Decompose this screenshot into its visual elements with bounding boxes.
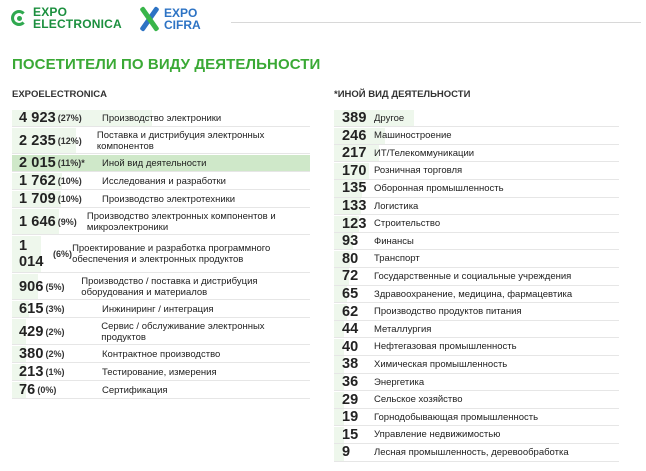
- item-value: 135: [342, 180, 367, 197]
- item-percent: (10%): [57, 194, 82, 204]
- item-label: Другое: [374, 112, 405, 124]
- list-item: [12, 173, 310, 190]
- list-item: [334, 233, 619, 250]
- item-label: Химическая промышленность: [374, 358, 508, 370]
- item-label: Поставка и дистрибуция электронных компонентов: [96, 129, 265, 152]
- list-item: [12, 128, 310, 154]
- list-item: [12, 209, 310, 235]
- item-value: 133: [342, 198, 367, 215]
- item-percent: (27%): [57, 113, 82, 123]
- list-item: [334, 180, 619, 197]
- item-value: 40: [342, 338, 359, 355]
- item-value: 36: [342, 374, 359, 391]
- item-percent: (6%): [53, 249, 73, 259]
- item-label: Производство электроники: [102, 112, 222, 124]
- value-cell: [12, 110, 102, 126]
- item-label: Финансы: [374, 235, 414, 247]
- list-item: [334, 145, 619, 162]
- item-label: Розничная торговля: [374, 165, 463, 177]
- expocifra-x-icon: [138, 6, 160, 32]
- list-item: [12, 346, 310, 363]
- logo1-line1: EXPO: [33, 5, 68, 19]
- item-value: 1 762: [19, 173, 56, 189]
- expocifra-logo: [138, 6, 201, 32]
- value-cell: [334, 251, 374, 267]
- expoelectronica-mark-icon: [10, 9, 28, 27]
- item-label: Транспорт: [374, 253, 420, 265]
- value-cell: [12, 191, 102, 207]
- item-label: Нефтегазовая промышленность: [374, 341, 517, 353]
- item-label: Здравоохранение, медицина, фармацевтика: [374, 288, 573, 300]
- item-value: 29: [342, 391, 359, 408]
- item-value: 389: [342, 110, 367, 127]
- list-item: [12, 364, 310, 381]
- item-label: Инжиниринг / интеграция: [102, 303, 214, 315]
- item-percent: (1%): [45, 367, 65, 377]
- item-label: Иной вид деятельности: [102, 157, 207, 169]
- item-label: Контрактное производство: [102, 348, 221, 360]
- list-item: [334, 128, 619, 145]
- value-cell: [334, 374, 374, 390]
- item-value: 15: [342, 426, 359, 443]
- item-percent: (0%): [37, 385, 57, 395]
- item-label: Металлургия: [374, 323, 432, 335]
- value-cell: [334, 427, 374, 443]
- item-label: Производство электротехники: [102, 193, 236, 205]
- item-percent: (9%): [57, 216, 77, 227]
- item-label: Управление недвижимостью: [374, 429, 501, 441]
- item-label: Машиностроение: [374, 130, 452, 142]
- value-cell: [12, 173, 102, 189]
- item-value: 123: [342, 215, 367, 232]
- item-label: Энергетика: [374, 376, 425, 388]
- list-item: [334, 444, 619, 461]
- item-value: 76: [19, 382, 36, 398]
- item-value: 1 709: [19, 191, 56, 207]
- list-item: [334, 304, 619, 321]
- item-percent: (5%): [45, 281, 65, 292]
- item-percent: (12%): [57, 135, 82, 146]
- list-item: [334, 268, 619, 285]
- item-value: 44: [342, 321, 359, 338]
- item-percent: (2%): [45, 349, 65, 359]
- list-item: [334, 374, 619, 391]
- item-value: 38: [342, 356, 359, 373]
- list-item: [12, 155, 310, 172]
- item-label: Государственные и социальные учреждения: [374, 270, 572, 282]
- item-value: 19: [342, 409, 359, 426]
- item-label: Исследования и разработки: [102, 175, 226, 187]
- value-cell: [334, 356, 374, 372]
- value-cell: [334, 198, 374, 214]
- item-value: 65: [342, 286, 359, 303]
- item-value: 217: [342, 145, 367, 162]
- list-item: [12, 191, 310, 208]
- value-cell: [334, 145, 374, 161]
- value-cell: [334, 180, 374, 196]
- item-value: 72: [342, 268, 359, 285]
- value-cell: [334, 110, 374, 126]
- list-item: [334, 216, 619, 233]
- item-label: Тестирование, измерения: [102, 366, 217, 378]
- item-value: 4 923: [19, 110, 56, 126]
- item-label: Проектирование и разработка программного обеспечения и электронных продуктов: [72, 243, 271, 265]
- item-value: 1 646: [19, 213, 56, 230]
- value-cell: [12, 301, 102, 317]
- list-item: [12, 274, 310, 300]
- value-cell: [334, 286, 374, 302]
- list-item: [334, 427, 619, 444]
- value-cell: [12, 346, 102, 362]
- value-cell: [334, 163, 374, 179]
- value-cell: [12, 236, 72, 272]
- item-value: 1 014: [19, 238, 44, 270]
- list-item: [334, 251, 619, 268]
- logo2-line2: CIFRA: [164, 18, 201, 32]
- item-label: Сельское хозяйство: [374, 394, 463, 406]
- item-value: 380: [19, 346, 44, 362]
- list-item: [334, 198, 619, 215]
- value-cell: [334, 268, 374, 284]
- list-item: [334, 163, 619, 180]
- value-cell: [12, 364, 102, 380]
- list-item: [12, 301, 310, 318]
- value-cell: [334, 304, 374, 320]
- value-cell: [334, 339, 374, 355]
- list-item: [334, 286, 619, 303]
- value-cell: [12, 319, 101, 344]
- item-value: 246: [342, 127, 367, 144]
- value-cell: [334, 233, 374, 249]
- list-item: [334, 409, 619, 426]
- header-divider: [231, 22, 641, 23]
- item-percent: (10%): [57, 176, 82, 186]
- item-label: Производство электронных компонентов и микроэлектроники: [86, 210, 276, 233]
- item-value: 615: [19, 301, 44, 317]
- list-item: [12, 236, 310, 273]
- value-cell: [12, 128, 97, 153]
- list-item: [12, 382, 310, 399]
- item-value: 213: [19, 364, 44, 380]
- list-item: [334, 339, 619, 356]
- item-value: 9: [342, 444, 351, 461]
- item-value: 429: [19, 323, 44, 340]
- item-value: 93: [342, 233, 359, 250]
- item-value: 2 235: [19, 132, 56, 149]
- list-item: [334, 392, 619, 409]
- value-cell: [334, 409, 374, 425]
- value-cell: [334, 128, 374, 144]
- logo1-line2: ELECTRONICA: [33, 17, 122, 31]
- item-label: Сервис / обслуживание электронных продуктов: [101, 320, 265, 343]
- item-label: Производство продуктов питания: [374, 306, 522, 318]
- list-item: [334, 321, 619, 338]
- item-value: 170: [342, 162, 367, 179]
- value-cell: [12, 209, 87, 234]
- item-label: Логистика: [374, 200, 419, 212]
- list-item: [12, 110, 310, 127]
- item-label: Оборонная промышленность: [374, 182, 504, 194]
- item-label: Сертификация: [102, 384, 168, 396]
- page-header: [10, 6, 636, 40]
- item-label: Лесная промышленность, деревообработка: [374, 446, 569, 458]
- logo2-line1: EXPO: [164, 6, 198, 20]
- item-percent: (2%): [45, 326, 65, 337]
- item-label: Строительство: [374, 218, 441, 230]
- item-percent: (3%): [45, 304, 65, 314]
- item-value: 62: [342, 303, 359, 320]
- value-cell: [12, 382, 102, 398]
- value-cell: [334, 321, 374, 337]
- item-value: 906: [19, 278, 44, 295]
- right-column-heading: *ИНОЙ ВИД ДЕЯТЕЛЬНОСТИ: [334, 89, 471, 100]
- item-percent: (11%)*: [57, 158, 85, 168]
- item-label: ИТ/Телекоммуникации: [374, 147, 475, 159]
- expoelectronica-logo: [10, 6, 122, 30]
- value-cell: [334, 392, 374, 408]
- item-label: Горнодобывающая промышленность: [374, 411, 539, 423]
- list-item: [334, 110, 619, 127]
- list-item: [334, 356, 619, 373]
- item-value: 80: [342, 250, 359, 267]
- value-cell: [334, 444, 374, 460]
- value-cell: [12, 274, 81, 299]
- left-column-heading: EXPOELECTRONICA: [12, 89, 108, 100]
- item-value: 2 015: [19, 155, 56, 171]
- item-label: Производство / поставка и дистрибуция оборудования и материалов: [81, 275, 258, 298]
- list-item: [12, 319, 310, 345]
- value-cell: [12, 155, 102, 171]
- page-title: ПОСЕТИТЕЛИ ПО ВИДУ ДЕЯТЕЛЬНОСТИ: [12, 56, 321, 73]
- value-cell: [334, 216, 374, 232]
